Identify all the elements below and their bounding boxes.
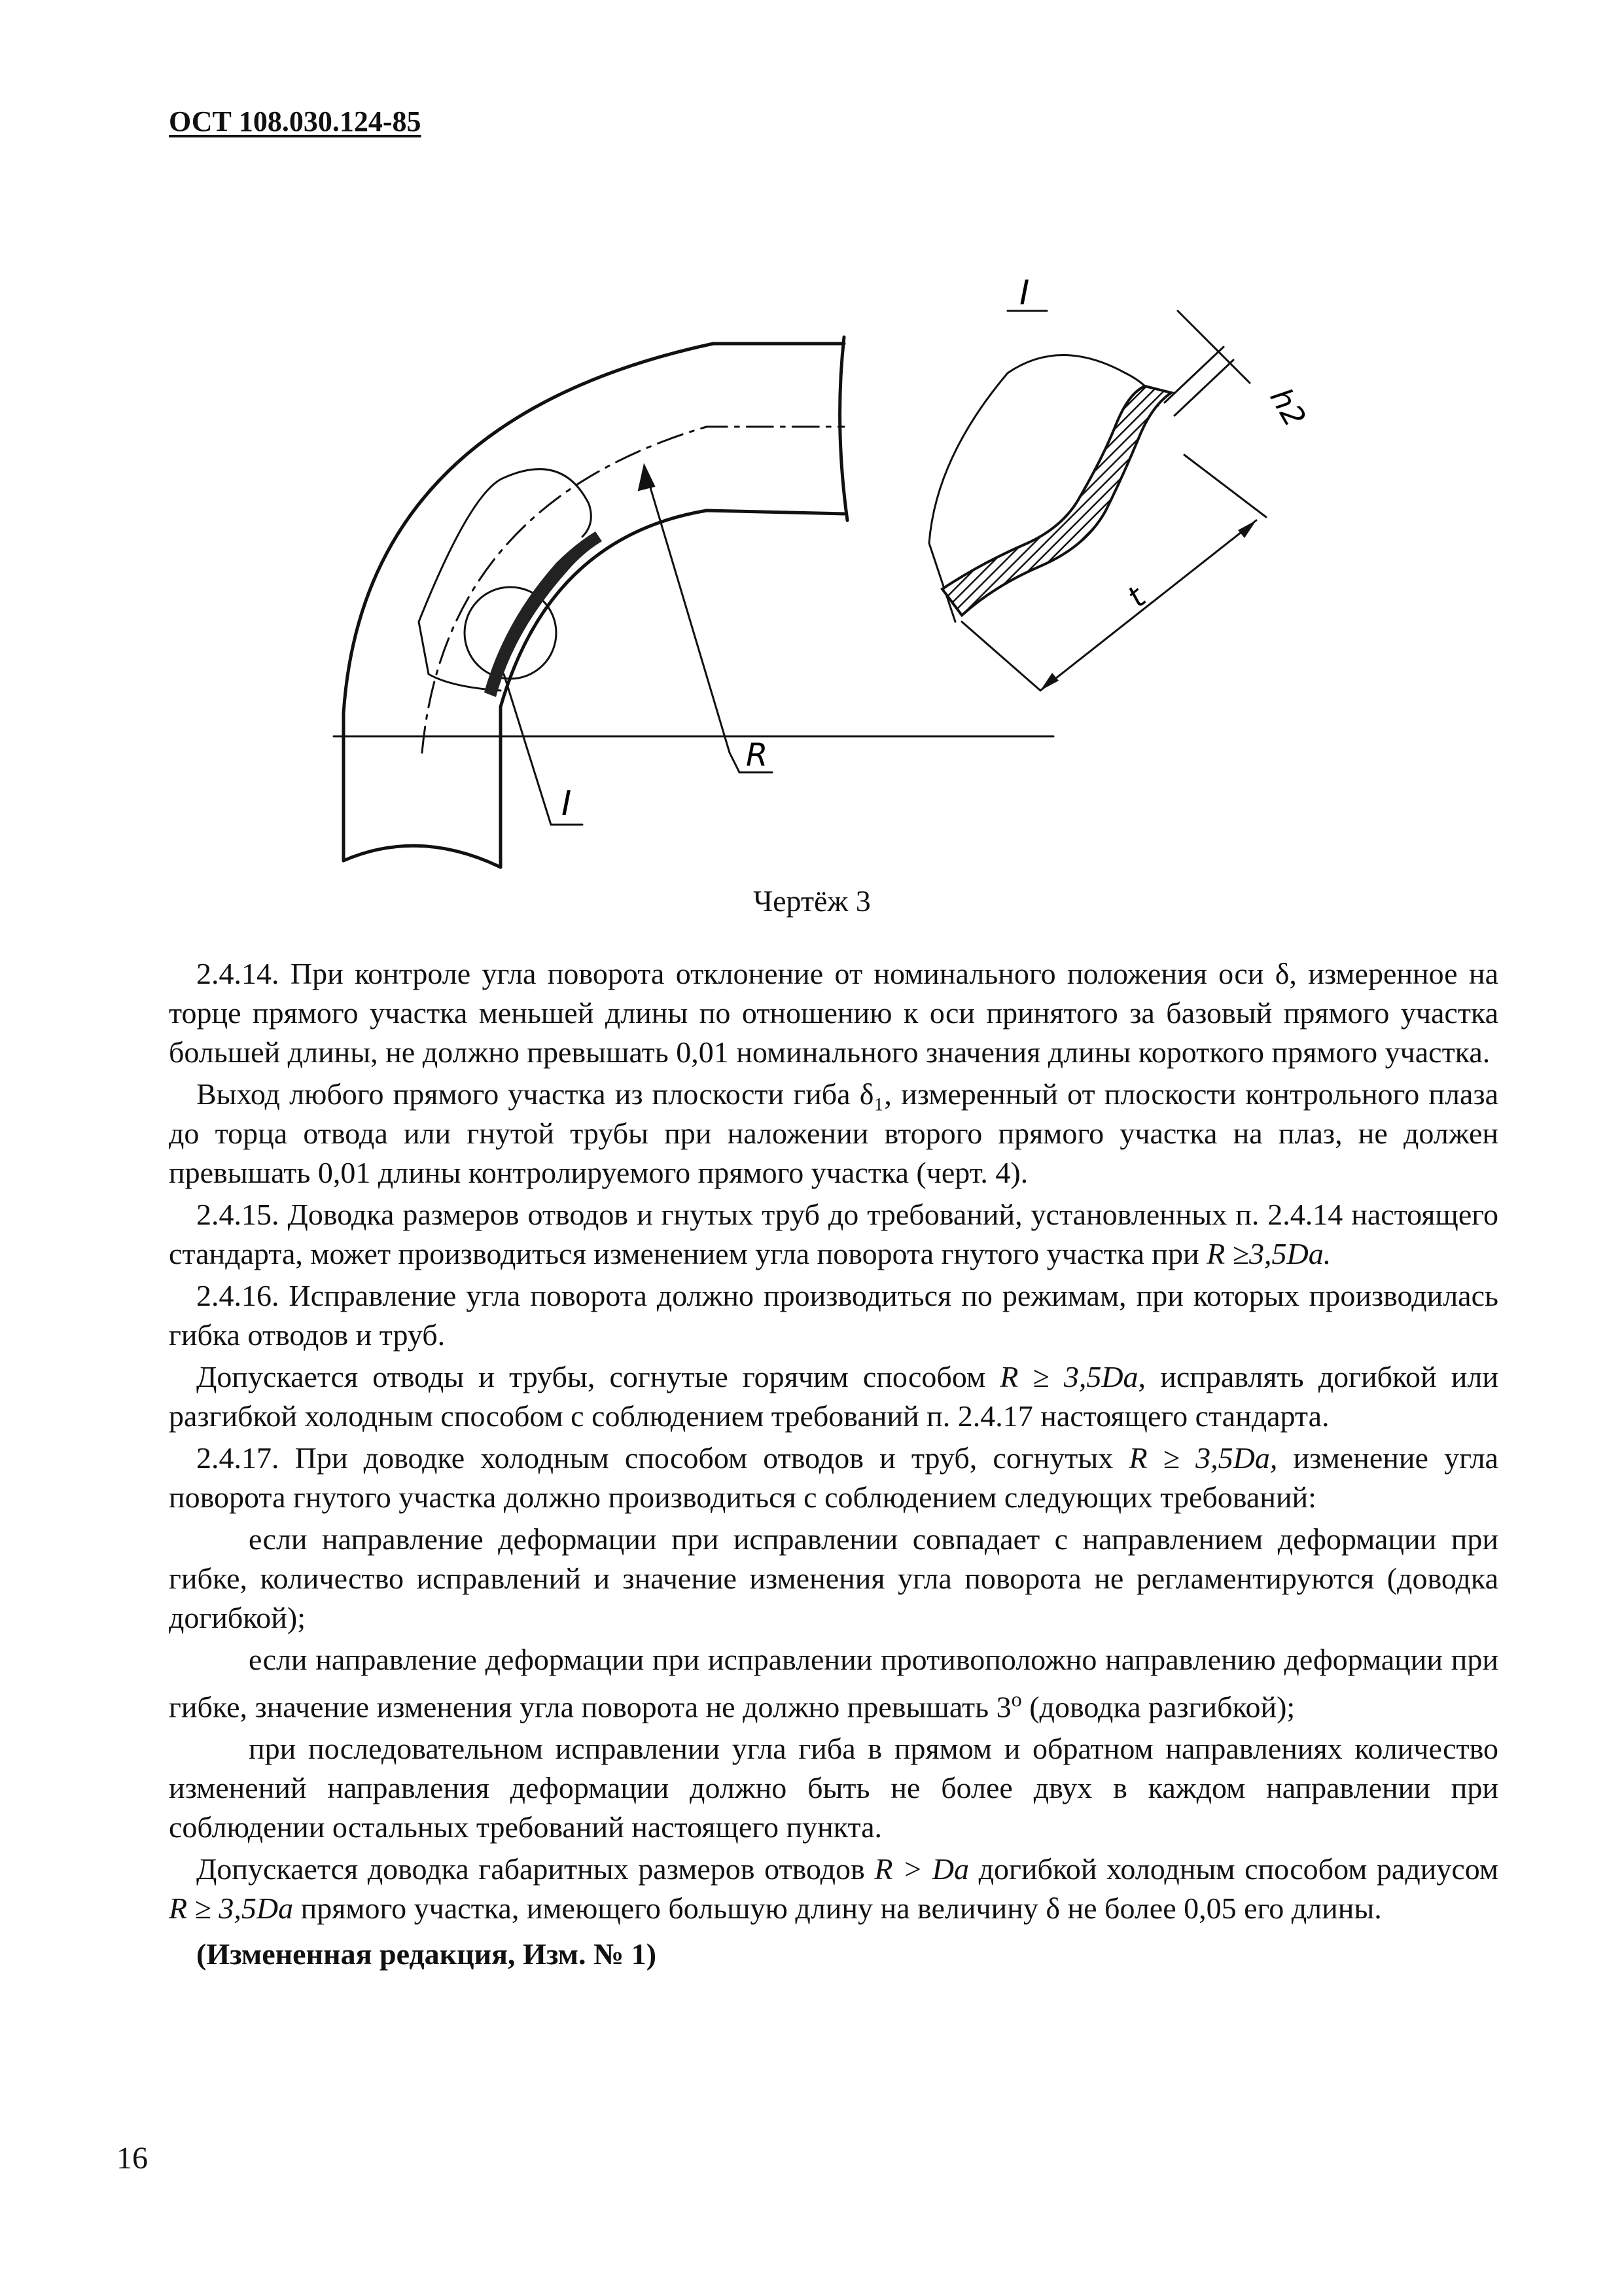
p5-text-b: исправлять догибкой или разгибкой холодным способом с соблюдением требований п. 2.4.17 настоящего стандарта. <box>169 1360 1498 1433</box>
bent-pipe-drawing <box>288 255 1374 910</box>
paragraph-out-of-plane: Выход любого прямого участка из плоскости гиба δ₁, измеренный от плоскости контрольного плаза до торца отвода или гнутой трубы при наложении второго прямого участка на плаз, не должен превышать 0,01 длины контролируемого прямого участка (черт. 4). <box>169 1077 1498 1189</box>
li2-text-b: (доводка разгибкой); <box>1021 1690 1296 1724</box>
figure-caption: Чертёж 3 <box>753 884 871 918</box>
paragraph-2-4-15 <box>169 1195 1498 1274</box>
detail-wall-section <box>942 386 1171 615</box>
p6-formula: R ≥ 3,5Da, <box>1129 1441 1278 1475</box>
paragraph-hot-bending <box>169 1357 1498 1436</box>
bottom-cut-edge <box>344 846 501 867</box>
requirement-item-3: при последовательном исправлении угла гиба в прямом и обратном направлениях количество изменений направления деформации должно быть не более двух в каждом направлении при соблюдении остальных требований настоящего пункта. <box>169 1732 1498 1844</box>
amendment-note: (Измененная редакция, Изм. № 1) <box>196 1937 657 1971</box>
p7-text-b: догибкой холодным способом радиусом <box>969 1852 1499 1886</box>
p7-formula-1: R > Da <box>874 1852 969 1886</box>
label-t: t <box>1120 579 1152 615</box>
technical-drawing <box>288 255 1374 910</box>
p3-text: 2.4.15. Доводка размеров отводов и гнутых труб до требований, установленных п. 2.4.14 настоящего стандарта, может производиться изменением угла поворота гнутого участка при <box>169 1198 1498 1270</box>
document-code: ОСТ 108.030.124-85 <box>169 105 421 137</box>
paragraph-2-4-14: 2.4.14. При контроле угла поворота отклонение от номинального положения оси δ, измеренное на торце прямого участка меньшей длины по отношению к оси принятого за базовый прямого участка большей длины, не должно превышать 0,01 номинального значения длины короткого прямого участка. <box>169 957 1498 1069</box>
outer-wall <box>344 344 844 861</box>
t-ext-1 <box>1184 455 1266 517</box>
body-text <box>169 954 1498 1977</box>
li2-text-a: если направление деформации при исправлении противоположно направлению деформации при гибке, значение изменения угла поворота не должно превышать 3 <box>169 1643 1498 1724</box>
requirement-item-1: если направление деформации при исправлении совпадает с направлением деформации при гибке, количество исправлений и значение изменения угла поворота не регламентируются (доводка догибкой); <box>169 1522 1498 1634</box>
label-h2: h2 <box>1263 382 1313 433</box>
h2-ext-1 <box>1165 347 1224 403</box>
degree-sign: о <box>1011 1687 1022 1711</box>
paragraph-2-4-16: 2.4.16. Исправление угла поворота должно производиться по режимам, при которых производилась гибка отводов и труб. <box>169 1279 1498 1352</box>
p7-formula-2: R ≥ 3,5Da <box>169 1892 294 1926</box>
label-radius: R <box>746 737 768 774</box>
pipe-axis <box>422 427 844 753</box>
label-detail-main: I <box>561 784 572 823</box>
h2-dim <box>1178 311 1250 383</box>
p5-formula: R ≥ 3,5Da, <box>1000 1360 1146 1393</box>
p3-formula: R ≥3,5Da. <box>1207 1237 1332 1270</box>
p7-text-a: Допускается доводка габаритных размеров отводов <box>196 1852 875 1886</box>
p7-text-c: прямого участка, имеющего большую длину на величину δ не более 0,05 его длины. <box>293 1892 1382 1926</box>
paragraph-2-4-17 <box>169 1439 1498 1517</box>
t-ext-2 <box>962 622 1040 691</box>
requirement-item-2 <box>169 1640 1498 1727</box>
p6-text-a: 2.4.17. При доводке холодным способом отводов и труб, согнутых <box>196 1441 1129 1475</box>
label-detail-zoom: I <box>1019 274 1030 313</box>
p5-text-a: Допускается отводы и трубы, согнутые горячим способом <box>196 1360 1000 1393</box>
top-cut-edge <box>840 337 847 520</box>
paragraph-dimension-finishing <box>169 1850 1498 1928</box>
h2-ext-2 <box>1174 360 1233 416</box>
page-number: 16 <box>116 2141 148 2176</box>
p6-text-b: изменение угла поворота гнутого участка должно производиться с соблюдением следующих требований: <box>169 1441 1498 1514</box>
